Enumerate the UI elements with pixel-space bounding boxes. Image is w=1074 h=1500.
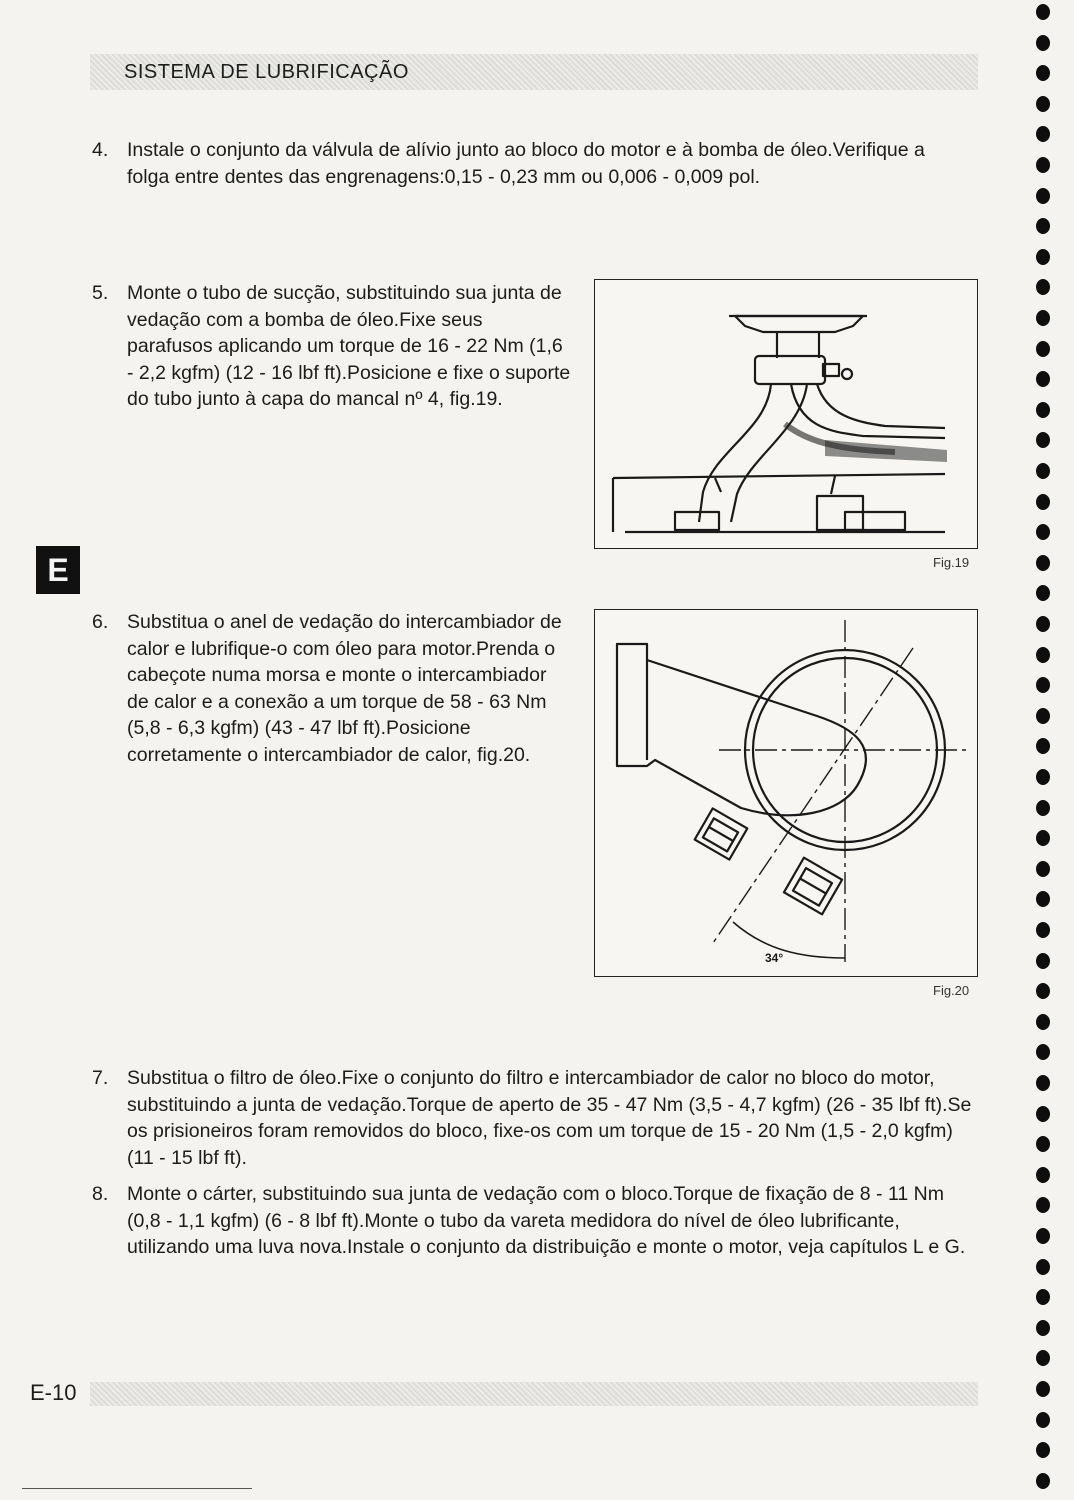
figure-20-caption: Fig.20 — [933, 983, 970, 998]
binding-hole — [1036, 341, 1050, 357]
binding-hole — [1036, 983, 1050, 999]
section-title: SISTEMA DE LUBRIFICAÇÃO — [124, 61, 409, 83]
binding-hole — [1036, 1167, 1050, 1183]
step-text: Monte o cárter, substituindo sua junta de vedação com o bloco.Torque de fixação de 8 - 11 Nm (0,8 - 1,1 kgfm) (6 - 8 lbf ft).Monte o tubo da vareta medidora do nível de óleo lubrificante, utilizando uma luva nova.Instale o conjunto da distribuição e monte o motor, veja capítulos L e G. — [127, 1183, 966, 1258]
binding-hole — [1036, 1320, 1050, 1336]
binding-hole — [1036, 157, 1050, 173]
binding-hole — [1036, 249, 1050, 265]
binding-hole — [1036, 218, 1050, 234]
binding-hole — [1036, 524, 1050, 540]
step-8 — [92, 1181, 972, 1261]
binding-hole — [1036, 126, 1050, 142]
binding-hole — [1036, 1106, 1050, 1122]
binding-hole — [1036, 1228, 1050, 1244]
binding-hole — [1036, 1289, 1050, 1305]
binding-hole — [1036, 585, 1050, 601]
binding-hole — [1036, 800, 1050, 816]
binding-hole — [1036, 1075, 1050, 1091]
binding-hole — [1036, 555, 1050, 571]
binding-hole — [1036, 861, 1050, 877]
step-text: Substitua o anel de vedação do intercambiador de calor e lubrifique-o com óleo para motor.Prenda o cabeçote numa morsa e monte o intercambiador de calor e a conexão a um torque de 58 - 63 Nm (5,8 - 6,3 kgfm) (43 - 47 lbf ft).Posicione corretamente o intercambiador de calor, fig.20. — [127, 611, 562, 766]
chapter-tab: E — [36, 546, 80, 594]
footer-band — [90, 1382, 978, 1406]
binding-hole — [1036, 65, 1050, 81]
binding-hole — [1036, 616, 1050, 632]
binding-hole — [1036, 1136, 1050, 1152]
figure-19-caption: Fig.19 — [933, 555, 970, 570]
step-text: Monte o tubo de sucção, substituindo sua junta de vedação com a bomba de óleo.Fixe seus parafusos aplicando um torque de 16 - 22 Nm (1,6 - 2,2 kgfm) (12 - 16 lbf ft).Posicione e fixe o suporte do tubo junto à capa do mancal nº 4, fig.19. — [127, 282, 571, 410]
binding-hole — [1036, 830, 1050, 846]
binding-hole — [1036, 1259, 1050, 1275]
binding-hole — [1036, 96, 1050, 112]
page-number: E-10 — [30, 1380, 77, 1405]
step-number: 7. — [92, 1067, 109, 1089]
heat-exchanger-angle-drawing — [595, 610, 977, 976]
binding-hole — [1036, 677, 1050, 693]
binding-hole — [1036, 371, 1050, 387]
oil-pump-suction-tube-drawing — [595, 280, 977, 548]
binding-hole — [1036, 922, 1050, 938]
binding-hole — [1036, 432, 1050, 448]
figure-19 — [594, 279, 978, 549]
binding-hole — [1036, 494, 1050, 510]
binding-hole — [1036, 402, 1050, 418]
step-4 — [92, 137, 972, 190]
binding-hole — [1036, 279, 1050, 295]
binding-hole — [1036, 1044, 1050, 1060]
spiral-binding — [1036, 0, 1052, 1500]
binding-hole — [1036, 4, 1050, 20]
binding-hole — [1036, 738, 1050, 754]
figure-20 — [594, 609, 978, 977]
binding-hole — [1036, 1473, 1050, 1489]
step-number: 5. — [92, 282, 109, 304]
binding-hole — [1036, 188, 1050, 204]
binding-hole — [1036, 1350, 1050, 1366]
step-5 — [92, 280, 572, 413]
binding-hole — [1036, 708, 1050, 724]
binding-hole — [1036, 463, 1050, 479]
binding-hole — [1036, 769, 1050, 785]
binding-hole — [1036, 1412, 1050, 1428]
step-7 — [92, 1065, 982, 1171]
binding-hole — [1036, 1381, 1050, 1397]
step-number: 8. — [92, 1183, 109, 1205]
angle-label: 34° — [765, 951, 784, 965]
binding-hole — [1036, 1197, 1050, 1213]
binding-hole — [1036, 35, 1050, 51]
scan-artifact-line — [22, 1488, 252, 1489]
step-number: 4. — [92, 139, 109, 161]
step-text: Substitua o filtro de óleo.Fixe o conjunto do filtro e intercambiador de calor no bloco do motor, substituindo a junta de vedação.Torque de aperto de 35 - 47 Nm (3,5 - 4,7 kgfm) (26 - 35 lbf ft).Se os prisioneiros foram removidos do bloco, fixe-os com um torque de 15 - 20 Nm (1,5 - 2,0 kgfm) (11 - 15 lbf ft). — [127, 1067, 972, 1169]
step-6 — [92, 609, 572, 768]
binding-hole — [1036, 953, 1050, 969]
binding-hole — [1036, 1442, 1050, 1458]
binding-hole — [1036, 310, 1050, 326]
binding-hole — [1036, 647, 1050, 663]
binding-hole — [1036, 891, 1050, 907]
binding-hole — [1036, 1014, 1050, 1030]
step-text: Instale o conjunto da válvula de alívio junto ao bloco do motor e à bomba de óleo.Verifique a folga entre dentes das engrenagens:0,15 - 0,23 mm ou 0,006 - 0,009 pol. — [127, 139, 925, 188]
step-number: 6. — [92, 611, 109, 633]
